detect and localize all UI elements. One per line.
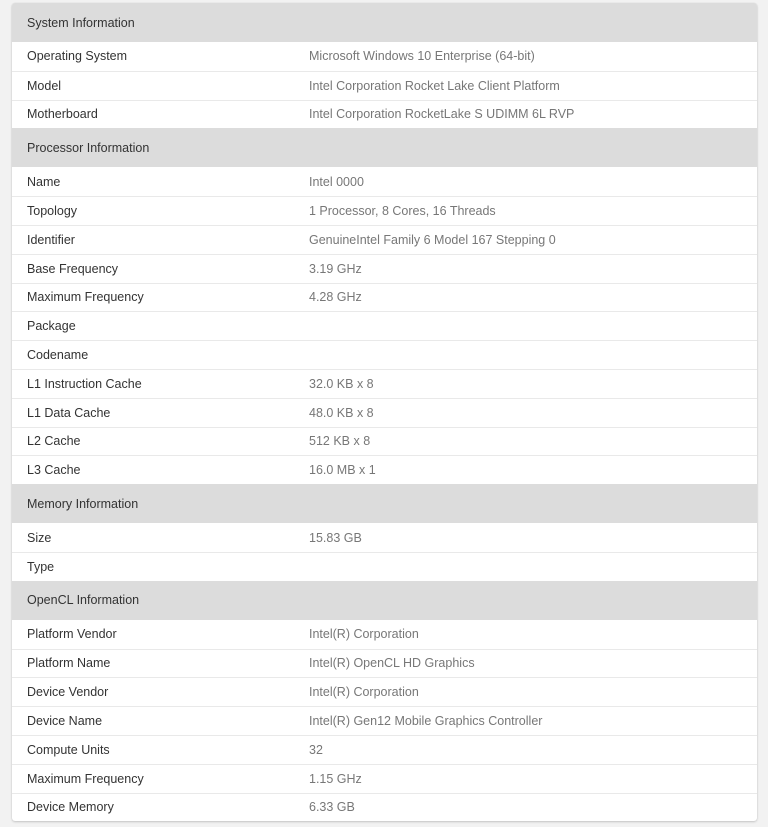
table-row-maximum-frequency bbox=[12, 283, 757, 312]
row-value: Microsoft Windows 10 Enterprise (64-bit) bbox=[309, 49, 535, 64]
row-label: Maximum Frequency bbox=[27, 290, 144, 305]
section-header-system bbox=[12, 3, 757, 42]
table-row-device-memory bbox=[12, 793, 757, 822]
table-row-operating-system bbox=[12, 42, 757, 71]
table-row-identifier bbox=[12, 225, 757, 254]
row-label: L1 Data Cache bbox=[27, 405, 111, 420]
table-row-platform-name bbox=[12, 649, 757, 678]
row-value: 32.0 KB x 8 bbox=[309, 376, 374, 391]
row-label: Platform Vendor bbox=[27, 627, 117, 642]
row-value: Intel(R) Gen12 Mobile Graphics Controller bbox=[309, 714, 543, 729]
table-row-maximum-frequency-gpu bbox=[12, 764, 757, 793]
section-title: Processor Information bbox=[27, 140, 150, 155]
table-row-l1-data-cache bbox=[12, 398, 757, 427]
row-label: Device Vendor bbox=[27, 685, 109, 700]
row-value: Intel 0000 bbox=[309, 174, 364, 189]
table-row-type bbox=[12, 552, 757, 581]
row-label: Topology bbox=[27, 204, 78, 219]
table-row-device-name bbox=[12, 706, 757, 735]
row-label: Operating System bbox=[27, 49, 128, 64]
row-value: Intel(R) Corporation bbox=[309, 627, 419, 642]
row-label: Size bbox=[27, 530, 52, 545]
row-value: 16.0 MB x 1 bbox=[309, 463, 376, 478]
row-label: Platform Name bbox=[27, 656, 111, 671]
row-label: Compute Units bbox=[27, 742, 110, 757]
row-value: Intel(R) Corporation bbox=[309, 685, 419, 700]
system-info-card bbox=[12, 3, 757, 821]
row-value: Intel(R) OpenCL HD Graphics bbox=[309, 656, 475, 671]
row-label: L2 Cache bbox=[27, 434, 81, 449]
row-value: 6.33 GB bbox=[309, 800, 355, 815]
row-value: 3.19 GHz bbox=[309, 261, 362, 276]
row-value: Intel Corporation RocketLake S UDIMM 6L RVP bbox=[309, 107, 575, 122]
table-row-l1-instruction-cache bbox=[12, 369, 757, 398]
row-label: Device Memory bbox=[27, 800, 114, 815]
table-row-topology bbox=[12, 196, 757, 225]
row-value: 32 bbox=[309, 742, 323, 757]
row-value: 15.83 GB bbox=[309, 530, 362, 545]
table-row-package bbox=[12, 311, 757, 340]
row-value: 512 KB x 8 bbox=[309, 434, 371, 449]
row-value: 48.0 KB x 8 bbox=[309, 405, 374, 420]
row-label: Name bbox=[27, 174, 61, 189]
section-title: System Information bbox=[27, 15, 135, 30]
row-value: 4.28 GHz bbox=[309, 290, 362, 305]
table-row-device-vendor bbox=[12, 677, 757, 706]
table-row-size bbox=[12, 523, 757, 552]
section-header-processor bbox=[12, 128, 757, 167]
section-title: OpenCL Information bbox=[27, 593, 140, 608]
table-row-platform-vendor bbox=[12, 620, 757, 649]
row-value: Intel Corporation Rocket Lake Client Platform bbox=[309, 78, 560, 93]
table-row-motherboard bbox=[12, 100, 757, 129]
row-label: L1 Instruction Cache bbox=[27, 376, 142, 391]
table-row-codename bbox=[12, 340, 757, 369]
row-label: Device Name bbox=[27, 714, 103, 729]
row-label: Package bbox=[27, 319, 76, 334]
table-row-l2-cache bbox=[12, 427, 757, 456]
section-header-opencl bbox=[12, 581, 757, 620]
table-row-base-frequency bbox=[12, 254, 757, 283]
row-value: 1.15 GHz bbox=[309, 771, 362, 786]
row-label: Motherboard bbox=[27, 107, 98, 122]
row-label: Type bbox=[27, 559, 55, 574]
row-label: L3 Cache bbox=[27, 463, 81, 478]
row-label: Base Frequency bbox=[27, 261, 119, 276]
row-value: GenuineIntel Family 6 Model 167 Stepping 0 bbox=[309, 232, 556, 247]
section-header-memory bbox=[12, 484, 757, 523]
row-value: 1 Processor, 8 Cores, 16 Threads bbox=[309, 204, 496, 219]
row-label: Identifier bbox=[27, 232, 75, 247]
row-label: Model bbox=[27, 78, 62, 93]
table-row-model bbox=[12, 71, 757, 100]
section-title: Memory Information bbox=[27, 496, 139, 511]
table-row-name bbox=[12, 167, 757, 196]
table-row-compute-units bbox=[12, 735, 757, 764]
row-label: Maximum Frequency bbox=[27, 771, 144, 786]
row-label: Codename bbox=[27, 348, 89, 363]
table-row-l3-cache bbox=[12, 455, 757, 484]
